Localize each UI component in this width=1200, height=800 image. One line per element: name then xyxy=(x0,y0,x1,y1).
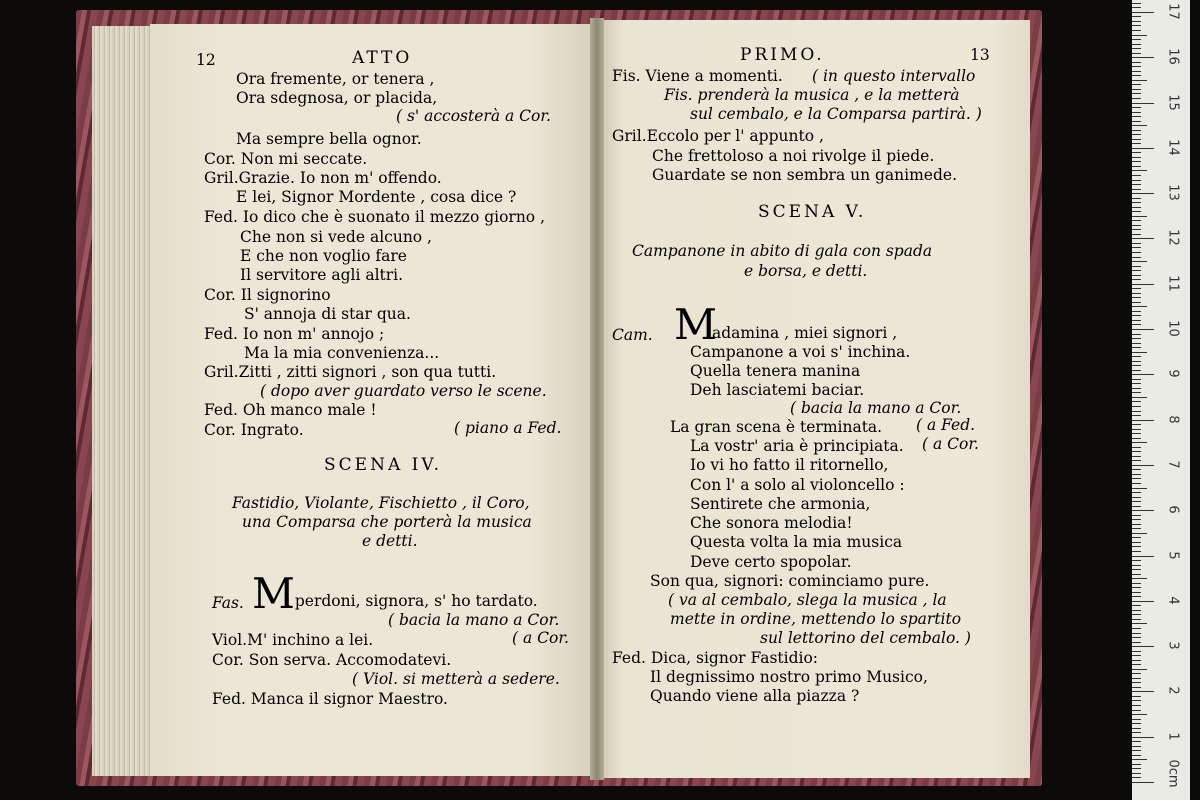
ruler-tick xyxy=(1132,71,1141,72)
ruler-tick xyxy=(1132,397,1147,398)
verse-line: Viol.M' inchino a lei. xyxy=(212,631,374,649)
ruler-tick xyxy=(1132,98,1141,99)
ruler-tick xyxy=(1132,324,1141,325)
verse-line: Son qua, signori: cominciamo pure. xyxy=(650,572,930,590)
ruler-tick xyxy=(1132,139,1141,140)
ruler-tick xyxy=(1132,279,1141,280)
ruler-label: 5 xyxy=(1165,550,1181,560)
ruler-tick xyxy=(1132,170,1147,171)
ruler-tick xyxy=(1132,220,1141,221)
ruler-tick xyxy=(1132,75,1141,76)
ruler-tick xyxy=(1132,193,1154,194)
ruler-label: 11 xyxy=(1165,274,1181,292)
ruler-label: 1 xyxy=(1165,732,1181,741)
ruler-tick xyxy=(1132,270,1141,271)
ruler-tick xyxy=(1132,175,1141,176)
ruler-tick xyxy=(1132,189,1141,190)
ruler-tick xyxy=(1132,655,1141,656)
ruler-tick xyxy=(1132,614,1141,615)
ruler-tick xyxy=(1132,723,1141,724)
ruler-label: 7 xyxy=(1165,460,1181,469)
stage-direction: sul lettorino del cembalo. ) xyxy=(760,629,971,647)
ruler-tick xyxy=(1132,343,1141,344)
stage-direction: ( s' accosterà a Cor. xyxy=(396,107,551,125)
ruler-tick xyxy=(1132,247,1141,248)
ruler-tick xyxy=(1132,166,1141,167)
ruler-tick xyxy=(1132,198,1141,199)
ruler-tick xyxy=(1132,352,1147,353)
ruler-tick xyxy=(1132,710,1141,711)
ruler-tick xyxy=(1132,134,1141,135)
ruler-tick xyxy=(1132,678,1141,679)
verse-line: Io vi ho fatto il ritornello, xyxy=(690,456,889,474)
ruler-tick xyxy=(1132,587,1141,588)
ruler-tick xyxy=(1132,483,1141,484)
ruler-tick xyxy=(1132,447,1141,448)
ruler-tick xyxy=(1132,257,1141,258)
ruler-tick xyxy=(1132,3,1141,4)
ruler-tick xyxy=(1132,501,1141,502)
verse-line: Quando viene alla piazza ? xyxy=(650,687,860,705)
ruler-label: 13 xyxy=(1165,184,1181,201)
ruler-tick xyxy=(1132,420,1154,421)
verse-line: Il servitore agli altri. xyxy=(240,266,404,284)
ruler-tick xyxy=(1132,682,1141,683)
ruler-label: 12 xyxy=(1165,229,1181,247)
ruler-tick xyxy=(1132,288,1141,289)
ruler-tick xyxy=(1132,492,1141,493)
drop-cap: M xyxy=(252,569,296,618)
ruler-tick xyxy=(1132,465,1154,466)
ruler-tick xyxy=(1132,474,1141,475)
ruler-tick xyxy=(1132,103,1154,104)
ruler-tick xyxy=(1132,329,1154,330)
ruler-tick xyxy=(1132,700,1141,701)
ruler-tick xyxy=(1132,401,1141,402)
ruler-tick xyxy=(1132,347,1141,348)
ruler-tick xyxy=(1132,583,1141,584)
ruler-tick xyxy=(1132,406,1141,407)
ruler-tick xyxy=(1132,732,1141,733)
scene-description: una Comparsa che porterà la musica xyxy=(242,513,532,531)
ruler-tick xyxy=(1132,533,1147,534)
ruler-tick xyxy=(1132,12,1154,13)
page-number: 13 xyxy=(970,46,990,64)
verse-line: E lei, Signor Mordente , cosa dice ? xyxy=(236,188,517,206)
ruler-tick xyxy=(1132,664,1141,665)
stage-direction: ( Viol. si metterà a sedere. xyxy=(352,670,560,688)
verse-line: Fed. Io dico che è suonato il mezzo giorno , xyxy=(204,208,545,226)
verse-line: Cor. Non mi seccate. xyxy=(204,150,368,168)
ruler-tick xyxy=(1132,293,1141,294)
ruler-tick xyxy=(1132,383,1141,384)
ruler-tick xyxy=(1132,777,1141,778)
ruler-tick xyxy=(1132,673,1141,674)
ruler-tick xyxy=(1132,433,1141,434)
verse-line: Che non si vede alcuno , xyxy=(240,228,432,246)
ruler-tick xyxy=(1132,519,1141,520)
ruler-label: 15 xyxy=(1165,93,1181,111)
verse-line: Quella tenera manina xyxy=(690,362,861,380)
ruler-tick xyxy=(1132,456,1141,457)
ruler-tick xyxy=(1132,556,1154,557)
ruler-tick xyxy=(1132,143,1141,144)
stage-direction: ( a Cor. xyxy=(922,435,979,453)
ruler-tick xyxy=(1132,574,1141,575)
ruler-tick xyxy=(1132,628,1141,629)
stage-direction: ( a Fed. xyxy=(916,416,976,434)
ruler-tick xyxy=(1132,152,1141,153)
ruler-tick xyxy=(1132,510,1154,511)
ruler-tick xyxy=(1132,488,1147,489)
stage-direction: ( dopo aver guardato verso le scene. xyxy=(260,382,547,400)
running-head: ATTO xyxy=(352,48,413,68)
ruler-tick xyxy=(1132,515,1141,516)
ruler-tick xyxy=(1132,764,1141,765)
ruler-tick xyxy=(1132,311,1141,312)
ruler-tick xyxy=(1132,93,1141,94)
drop-cap: M xyxy=(674,300,718,349)
ruler-tick xyxy=(1132,415,1141,416)
verse-line: La vostr' aria è principiata. xyxy=(690,437,904,455)
ruler-tick xyxy=(1132,746,1141,747)
ruler-label: 4 xyxy=(1165,596,1181,605)
verse-line: Ma sempre bella ognor. xyxy=(236,130,422,148)
verse-line: Che frettoloso a noi rivolge il piede. xyxy=(652,147,935,165)
ruler-tick xyxy=(1132,719,1141,720)
ruler-tick xyxy=(1132,216,1147,217)
ruler-label: 8 xyxy=(1165,414,1181,424)
verse-line: Fed. Manca il signor Maestro. xyxy=(212,690,448,708)
ruler-tick xyxy=(1132,107,1141,108)
ruler-tick xyxy=(1132,84,1141,85)
ruler-tick xyxy=(1132,157,1141,158)
ruler-tick xyxy=(1132,646,1154,647)
verse-line: Fed. Oh manco male ! xyxy=(204,401,377,419)
stage-direction: ( piano a Fed. xyxy=(454,419,562,437)
ruler-tick xyxy=(1132,315,1141,316)
scene-title: SCENA IV. xyxy=(324,455,443,475)
verse-line: Deh lasciatemi baciar. xyxy=(690,381,865,399)
verse-line: Cor. Ingrato. xyxy=(204,421,304,439)
ruler-tick xyxy=(1132,44,1141,45)
ruler-tick xyxy=(1132,392,1141,393)
verse-line: E che non voglio fare xyxy=(240,247,407,265)
scene-title: SCENA V. xyxy=(758,202,867,222)
ruler-tick xyxy=(1132,35,1147,36)
verse-line: Cor. Son serva. Accomodatevi. xyxy=(212,651,452,669)
ruler-tick xyxy=(1132,478,1141,479)
ruler-tick xyxy=(1132,130,1141,131)
verse-line: Gril.Eccolo per l' appunto , xyxy=(612,127,824,145)
ruler-tick xyxy=(1132,125,1147,126)
verse-line: Che sonora melodia! xyxy=(690,514,853,532)
ruler-tick xyxy=(1132,338,1141,339)
ruler-label: 2 xyxy=(1165,686,1181,696)
verse-line: Ma la mia convenienza... xyxy=(244,344,440,362)
ruler-tick xyxy=(1132,302,1141,303)
ruler-tick xyxy=(1132,112,1141,113)
verse-line: Sentirete che armonia, xyxy=(690,495,871,513)
speaker: Fas. xyxy=(212,594,244,612)
ruler-tick xyxy=(1132,669,1147,670)
ruler-tick xyxy=(1132,696,1141,697)
ruler-tick xyxy=(1132,773,1141,774)
ruler-tick xyxy=(1132,687,1141,688)
verse-line: Fed. Dica, signor Fastidio: xyxy=(612,649,819,667)
ruler-tick xyxy=(1132,411,1141,412)
ruler-tick xyxy=(1132,229,1141,230)
ruler-tick xyxy=(1132,243,1141,244)
ruler-tick xyxy=(1132,619,1141,620)
ruler-tick xyxy=(1132,275,1141,276)
ruler-tick xyxy=(1132,741,1141,742)
ruler-tick xyxy=(1132,334,1141,335)
ruler-tick xyxy=(1132,62,1141,63)
ruler-tick xyxy=(1132,469,1141,470)
ruler-tick xyxy=(1132,705,1141,706)
running-head: PRIMO. xyxy=(740,45,825,65)
ruler-tick xyxy=(1132,238,1154,239)
ruler-tick xyxy=(1132,497,1141,498)
ruler-tick xyxy=(1132,728,1141,729)
ruler-tick xyxy=(1132,429,1141,430)
stage-direction: ( bacia la mano a Cor. xyxy=(790,399,962,417)
ruler-tick xyxy=(1132,211,1141,212)
ruler-tick xyxy=(1132,782,1154,783)
ruler-tick xyxy=(1132,180,1141,181)
verse-line: Deve certo spopolar. xyxy=(690,553,852,571)
measuring-ruler xyxy=(1132,0,1190,800)
ruler-tick xyxy=(1132,57,1154,58)
verse-line: Questa volta la mia musica xyxy=(690,533,903,551)
ruler-tick xyxy=(1132,284,1154,285)
stage-direction: ( a Cor. xyxy=(512,629,569,647)
ruler-tick xyxy=(1132,691,1154,692)
ruler-tick xyxy=(1132,546,1141,547)
stage-direction: mette in ordine, mettendo lo spartito xyxy=(670,610,962,628)
ruler-tick xyxy=(1132,207,1141,208)
ruler-tick xyxy=(1132,524,1141,525)
ruler-tick xyxy=(1132,610,1141,611)
ruler-tick xyxy=(1132,365,1141,366)
ruler-tick xyxy=(1132,651,1141,652)
ruler-tick xyxy=(1132,633,1141,634)
ruler-tick xyxy=(1132,66,1141,67)
scene-description: e detti. xyxy=(362,532,418,550)
ruler-tick xyxy=(1132,297,1141,298)
scene-description: Campanone in abito di gala con spada xyxy=(632,242,933,260)
ruler-tick xyxy=(1132,438,1141,439)
ruler-tick xyxy=(1132,252,1141,253)
ruler-tick xyxy=(1132,565,1141,566)
verse-line: Gril.Grazie. Io non m' offendo. xyxy=(204,169,442,187)
verse-line: Ora fremente, or tenera , xyxy=(236,70,435,88)
ruler-tick xyxy=(1132,578,1147,579)
ruler-tick xyxy=(1132,642,1141,643)
verse-line: Cor. Il signorino xyxy=(204,286,331,304)
ruler-tick xyxy=(1132,161,1141,162)
ruler-tick xyxy=(1132,184,1141,185)
ruler-tick xyxy=(1132,80,1147,81)
stage-direction: ( bacia la mano a Cor. xyxy=(388,611,560,629)
speaker: Cam. xyxy=(612,326,653,344)
verse-line: Con l' a solo al violoncello : xyxy=(690,476,905,494)
verse-line: Guardate se non sembra un ganimede. xyxy=(652,166,957,184)
ruler-label: 6 xyxy=(1165,505,1181,514)
ruler-tick xyxy=(1132,53,1141,54)
ruler-tick xyxy=(1132,605,1141,606)
ruler-tick xyxy=(1132,30,1141,31)
scene-description: e borsa, e detti. xyxy=(744,262,868,280)
ruler-tick xyxy=(1132,623,1147,624)
ruler-tick xyxy=(1132,750,1141,751)
ruler-tick xyxy=(1132,537,1141,538)
ruler-tick xyxy=(1132,388,1141,389)
ruler-tick xyxy=(1132,442,1147,443)
ruler-tick xyxy=(1132,266,1141,267)
ruler-tick xyxy=(1132,601,1154,602)
ruler-tick xyxy=(1132,374,1154,375)
ruler-tick xyxy=(1132,16,1141,17)
ruler-label: 16 xyxy=(1165,48,1181,65)
ruler-tick xyxy=(1132,596,1141,597)
ruler-tick xyxy=(1132,460,1141,461)
stage-direction: ( va al cembalo, slega la musica , la xyxy=(668,591,947,609)
ruler-tick xyxy=(1132,451,1141,452)
book-gutter xyxy=(590,18,604,780)
ruler-tick xyxy=(1132,569,1141,570)
ruler-tick xyxy=(1132,528,1141,529)
ruler-tick xyxy=(1132,202,1141,203)
ruler-tick xyxy=(1132,637,1141,638)
ruler-tick xyxy=(1132,320,1141,321)
verse-line: Campanone a voi s' inchina. xyxy=(690,343,911,361)
verse-line: Gril.Zitti , zitti signori , son qua tutti. xyxy=(204,363,497,381)
ruler-tick xyxy=(1132,660,1141,661)
ruler-tick xyxy=(1132,225,1141,226)
ruler-tick xyxy=(1132,737,1154,738)
ruler-tick xyxy=(1132,261,1147,262)
stage-direction: ( in questo intervallo xyxy=(812,67,976,85)
ruler-label: 3 xyxy=(1165,641,1181,650)
ruler-tick xyxy=(1132,21,1141,22)
ruler-tick xyxy=(1132,370,1141,371)
verse-line: Fed. Io non m' annojo ; xyxy=(204,325,385,343)
ruler-tick xyxy=(1132,506,1141,507)
ruler-tick xyxy=(1132,25,1141,26)
ruler-tick xyxy=(1132,89,1141,90)
verse-line: S' annoja di star qua. xyxy=(244,305,411,323)
ruler-tick xyxy=(1132,560,1141,561)
ruler-tick xyxy=(1132,356,1141,357)
verse-line: La gran scena è terminata. xyxy=(670,418,883,436)
ruler-tick xyxy=(1132,424,1141,425)
ruler-tick xyxy=(1132,542,1141,543)
ruler-tick xyxy=(1132,714,1147,715)
ruler-label: 14 xyxy=(1165,139,1181,156)
ruler-tick xyxy=(1132,379,1141,380)
stage-direction: sul cembalo, e la Comparsa partirà. ) xyxy=(690,105,982,123)
ruler-label: 17 xyxy=(1165,3,1181,20)
ruler-tick xyxy=(1132,121,1141,122)
ruler-tick xyxy=(1132,361,1141,362)
stage-direction: Fis. prenderà la musica , e la metterà xyxy=(664,86,960,104)
ruler-tick xyxy=(1132,7,1141,8)
ruler-label: 9 xyxy=(1165,369,1181,378)
ruler-tick xyxy=(1132,48,1141,49)
ruler-tick xyxy=(1132,768,1141,769)
ruler-label: 0cm xyxy=(1165,759,1181,788)
ruler-label: 10 xyxy=(1165,320,1181,337)
ruler-tick xyxy=(1132,116,1141,117)
ruler-tick xyxy=(1132,759,1147,760)
ruler-tick xyxy=(1132,551,1141,552)
verse-line: Fis. Viene a momenti. xyxy=(612,67,783,85)
verse-line: adamina , miei signori , xyxy=(712,324,898,342)
ruler-tick xyxy=(1132,39,1141,40)
scene-description: Fastidio, Violante, Fischietto , il Coro, xyxy=(232,494,530,512)
page-number: 12 xyxy=(196,51,216,69)
ruler-tick xyxy=(1132,234,1141,235)
ruler-tick xyxy=(1132,148,1154,149)
ruler-tick xyxy=(1132,755,1141,756)
verse-line: Ora sdegnosa, or placida, xyxy=(236,89,438,107)
ruler-tick xyxy=(1132,306,1147,307)
verse-line: i perdoni, signora, s' ho tardato. xyxy=(285,592,538,610)
verse-line: Il degnissimo nostro primo Musico, xyxy=(650,668,928,686)
ruler-tick xyxy=(1132,592,1141,593)
